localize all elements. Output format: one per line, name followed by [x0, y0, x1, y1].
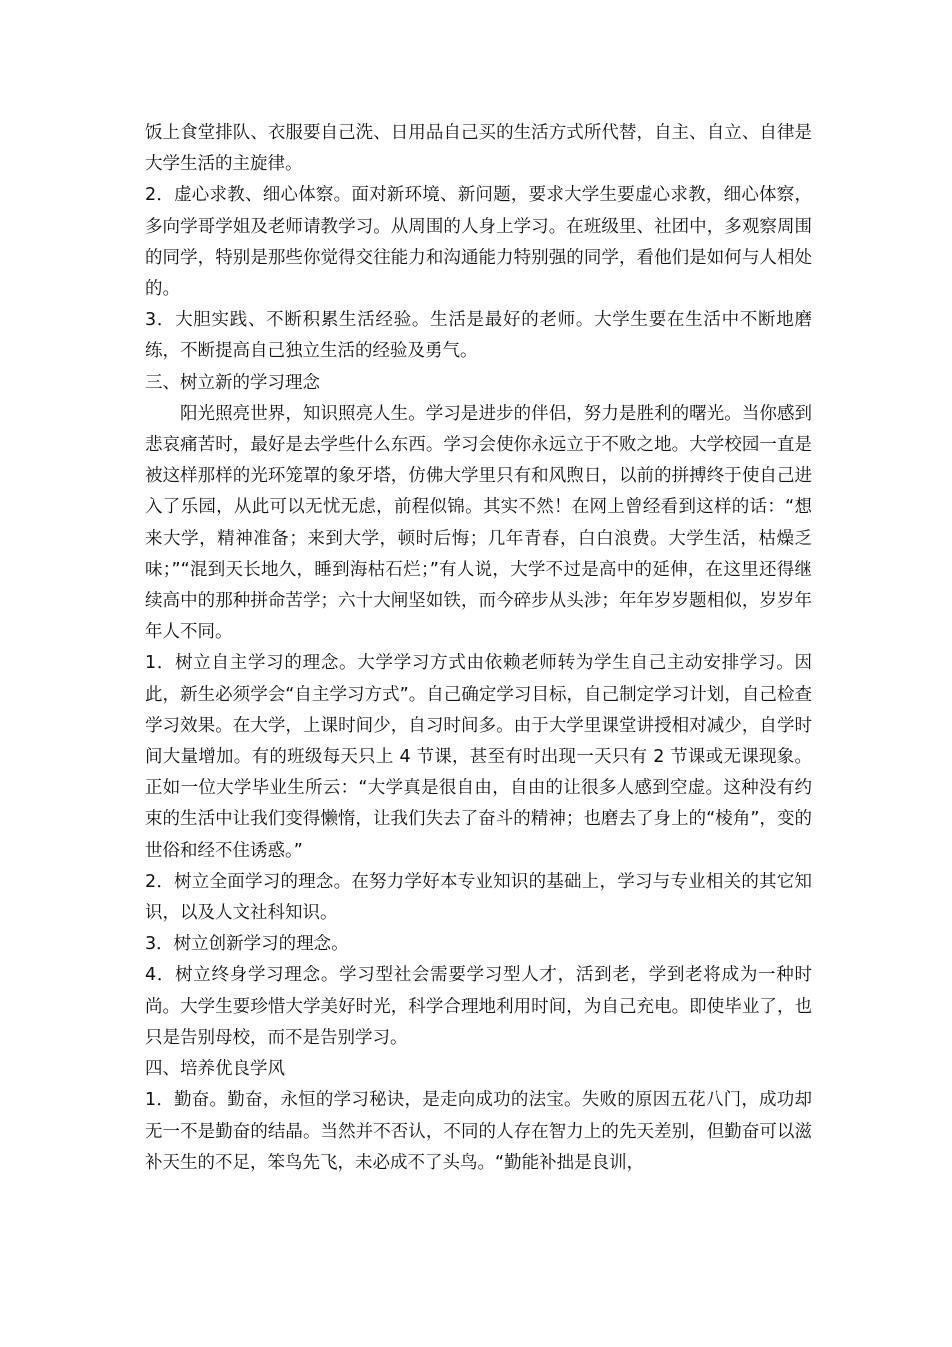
paragraph-intro-learning-concept: 阳光照亮世界，知识照亮人生。学习是进步的伴侣，努力是胜利的曙光。当你感到悲哀痛苦时，最好是去学些什么东西。学习会使你永远立于不败之地。大学校园一直是被这样那样的光环笼罩的象牙塔，仿佛大学里只有和风煦日，以前的拼搏终于使自己进入了乐园，从此可以无忧无虑，前程似锦。其实不然！在网上曾经看到这样的话：“想来大学，精神准备；来到大学，顿时后悔；几年青春，白白浪费。大学生活，枯燥乏味；”“混到天长地久，睡到海枯石烂；”有人说，大学不过是高中的延伸，在这里还得继续高中的那种拼命苦学；六十大闸坚如铁，而今碎步从头涉；年年岁岁题相似，岁岁年年人不同。 [145, 403, 812, 643]
paragraph-point-2-humble-learning: 2．虚心求教、细心体察。面对新环境、新问题，要求大学生要虚心求教，细心体察，多向学哥学姐及老师请教学习。从周围的人身上学习。在班级里、社团中，多观察周围的同学，特别是那些你觉得交往能力和沟通能力特别强的同学，看他们是如何与人相处的。 [145, 185, 812, 300]
document-body [145, 118, 812, 1179]
paragraph-point-1-diligence: 1．勤奋。勤奋，永恒的学习秘诀，是走向成功的法宝。失败的原因五花八门，成功却无一不是勤奋的结晶。当然并不否认，不同的人存在智力上的先天差别，但勤奋可以滋补天生的不足，笨鸟先飞，未必成不了头鸟。“勤能补拙是良训， [145, 1090, 812, 1173]
paragraph-point-3-bold-practice: 3．大胆实践、不断积累生活经验。生活是最好的老师。大学生要在生活中不断地磨练，不断提高自己独立生活的经验及勇气。 [145, 310, 812, 362]
section-heading-3: 三、树立新的学习理念 [145, 372, 320, 393]
paragraph-point-2-comprehensive-study: 2．树立全面学习的理念。在努力学好本专业知识的基础上，学习与专业相关的其它知识，以及人文社科知识。 [145, 871, 812, 924]
section-heading-4: 四、培养优良学风 [145, 1059, 285, 1080]
paragraph-continuation: 饭上食堂排队、衣服要自己洗、日用品自己买的生活方式所代替，自主、自立、自律是大学生活的主旋律。 [145, 123, 812, 175]
paragraph-point-1-self-study: 1．树立自主学习的理念。大学学习方式由依赖老师转为学生自己主动安排学习。因此，新生必须学会“自主学习方式”。自己确定学习目标，自己制定学习计划，自己检查学习效果。在大学，上课时间少，自习时间多。由于大学里课堂讲授相对减少，自学时间大量增加。有的班级每天只上 4 节课，甚至有时出现一天只有 2 节课或无课现象。正如一位大学毕业生所云：“大学真是很自由，自由的让很多人感到空虚。这种没有约束的生活中让我们变得懒惰，让我们失去了奋斗的精神；也磨去了身上的“棱角”，变的世俗和经不住诱惑。” [145, 653, 812, 861]
paragraph-point-4-lifelong-study: 4．树立终身学习理念。学习型社会需要学习型人才，活到老，学到老将成为一种时尚。大学生要珍惜大学美好时光，科学合理地利用时间，为自己充电。即使毕业了，也只是告别母校，而不是告别学习。 [145, 965, 812, 1048]
paragraph-point-3-innovative-study: 3．树立创新学习的理念。 [145, 934, 349, 955]
